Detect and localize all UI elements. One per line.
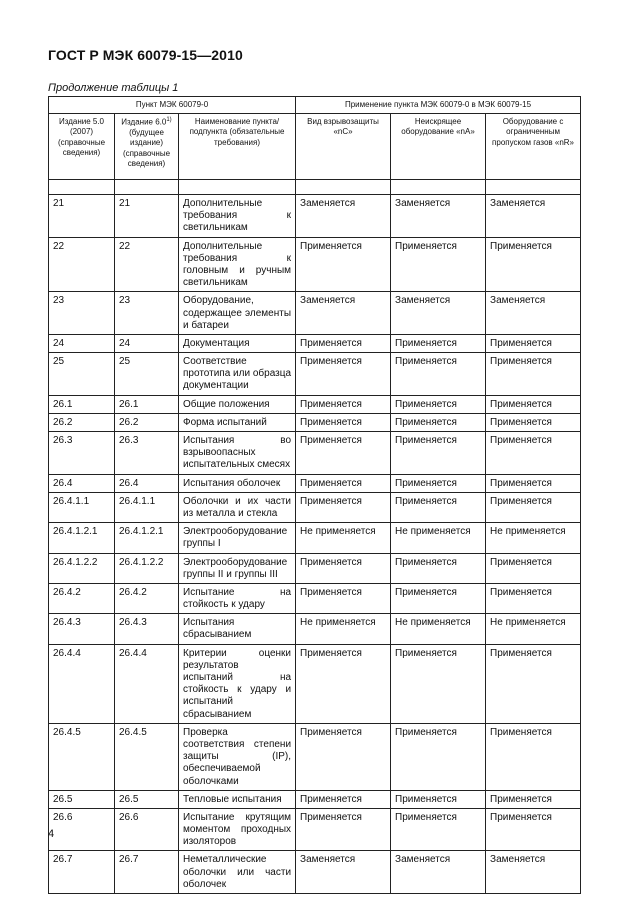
cell-clause-name: Общие положения [179,395,296,413]
cell-clause-name: Дополнительные требования к головным и ручным светильникам [179,237,296,292]
cell-clause-name: Тепловые испытания [179,790,296,808]
cell-nr: Применяется [486,553,581,583]
cell-edition-6: 26.6 [115,808,179,851]
spacer-cell [49,180,115,195]
cell-na: Заменяется [391,292,486,335]
header-clause-name: Наименование пункта/подпункта (обязательные требования) [179,114,296,180]
cell-na: Применяется [391,492,486,522]
cell-nr: Применяется [486,413,581,431]
cell-edition-5: 26.4.1.2.2 [49,553,115,583]
header-group-application: Применение пункта МЭК 60079-0 в МЭК 60079-15 [296,97,581,114]
cell-clause-name: Дополнительные требования к светильникам [179,195,296,238]
header-edition-5: Издание 5.0 (2007) (справочные сведения) [49,114,115,180]
cell-clause-name: Критерии оценки результатов испытаний на стойкость к удару и испытаний сбрасыванием [179,644,296,723]
cell-edition-5: 25 [49,353,115,396]
cell-clause-name: Испытание крутящим моментом проходных изоляторов [179,808,296,851]
cell-edition-5: 26.2 [49,413,115,431]
cell-edition-5: 26.5 [49,790,115,808]
cell-nr: Применяется [486,237,581,292]
cell-na: Применяется [391,644,486,723]
cell-edition-5: 22 [49,237,115,292]
spacer-cell [486,180,581,195]
cell-nc: Применяется [296,583,391,613]
cell-na: Заменяется [391,195,486,238]
cell-edition-5: 26.1 [49,395,115,413]
table-row [49,644,581,723]
cell-na: Применяется [391,723,486,790]
cell-nc: Применяется [296,413,391,431]
cell-edition-5: 26.4 [49,474,115,492]
cell-clause-name: Испытания сбрасыванием [179,614,296,644]
cell-edition-6: 26.4.2 [115,583,179,613]
cell-clause-name: Оборудование, содержащее элементы и батареи [179,292,296,335]
cell-nr: Не применяется [486,614,581,644]
cell-nc: Применяется [296,432,391,475]
cell-nr: Применяется [486,353,581,396]
cell-nr: Применяется [486,334,581,352]
cell-edition-5: 24 [49,334,115,352]
cell-edition-5: 26.4.1.1 [49,492,115,522]
cell-clause-name: Форма испытаний [179,413,296,431]
cell-na: Не применяется [391,523,486,553]
cell-edition-6: 23 [115,292,179,335]
cell-edition-6: 26.4.5 [115,723,179,790]
table-row [49,808,581,851]
cell-nc: Заменяется [296,195,391,238]
cell-nr: Применяется [486,432,581,475]
header-edition-6-label: Издание 6.0 [121,117,167,127]
cell-edition-6: 26.4.3 [115,614,179,644]
cell-nr: Заменяется [486,292,581,335]
table-row [49,292,581,335]
cell-edition-6: 21 [115,195,179,238]
table-body [49,180,581,894]
header-restricted-breathing-nr: Оборудование с ограниченным пропуском газов «nR» [486,114,581,180]
cell-nr: Применяется [486,644,581,723]
cell-edition-5: 26.4.4 [49,644,115,723]
cell-nr: Заменяется [486,851,581,894]
header-protection-nc: Вид взрывозащиты «nC» [296,114,391,180]
table-row [49,432,581,475]
document-title: ГОСТ Р МЭК 60079-15—2010 [48,47,243,63]
footnote-marker: 1) [166,117,172,123]
cell-na: Заменяется [391,851,486,894]
cell-nc: Применяется [296,395,391,413]
cell-edition-6: 26.4.1.1 [115,492,179,522]
cell-na: Применяется [391,432,486,475]
cell-clause-name: Испытания во взрывоопасных испытательных смесях [179,432,296,475]
cell-nc: Не применяется [296,614,391,644]
cell-nc: Применяется [296,808,391,851]
cell-nc: Применяется [296,334,391,352]
cell-edition-6: 26.1 [115,395,179,413]
cell-edition-5: 26.4.2 [49,583,115,613]
cell-clause-name: Проверка соответствия степени защиты (IP), обеспечиваемой оболочками [179,723,296,790]
spacer-cell [391,180,486,195]
clause-application-table [48,96,581,894]
table-spacer-row [49,180,581,195]
cell-nc: Применяется [296,644,391,723]
cell-na: Применяется [391,474,486,492]
table-row [49,353,581,396]
cell-na: Применяется [391,553,486,583]
cell-nc: Применяется [296,353,391,396]
cell-clause-name: Испытание на стойкость к удару [179,583,296,613]
cell-edition-6: 26.2 [115,413,179,431]
cell-clause-name: Электрооборудование группы II и группы III [179,553,296,583]
cell-nr: Применяется [486,790,581,808]
cell-nr: Заменяется [486,195,581,238]
cell-edition-6: 26.3 [115,432,179,475]
spacer-cell [179,180,296,195]
cell-nc: Применяется [296,790,391,808]
cell-nc: Применяется [296,237,391,292]
cell-nc: Не применяется [296,523,391,553]
header-edition-6 [115,114,179,180]
cell-clause-name: Испытания оболочек [179,474,296,492]
cell-edition-6: 24 [115,334,179,352]
cell-edition-5: 26.4.1.2.1 [49,523,115,553]
cell-clause-name: Оболочки и их части из металла и стекла [179,492,296,522]
table-row [49,492,581,522]
page-number: 4 [48,828,55,840]
table-continuation-caption: Продолжение таблицы 1 [48,82,179,94]
cell-edition-5: 26.3 [49,432,115,475]
cell-edition-6: 26.4.1.2.1 [115,523,179,553]
cell-na: Применяется [391,790,486,808]
header-group-iec-clause: Пункт МЭК 60079-0 [49,97,296,114]
cell-edition-5: 26.6 [49,808,115,851]
table-row [49,195,581,238]
cell-nc: Применяется [296,474,391,492]
cell-nr: Применяется [486,583,581,613]
cell-clause-name: Соответствие прототипа или образца документации [179,353,296,396]
cell-edition-6: 26.4.1.2.2 [115,553,179,583]
cell-nr: Применяется [486,492,581,522]
table-row [49,614,581,644]
cell-nr: Применяется [486,395,581,413]
cell-edition-6: 22 [115,237,179,292]
cell-na: Применяется [391,808,486,851]
cell-edition-5: 23 [49,292,115,335]
table-row [49,237,581,292]
cell-na: Применяется [391,413,486,431]
table-row [49,413,581,431]
header-columns-row [49,114,581,180]
cell-nr: Не применяется [486,523,581,553]
header-nonsparking-na: Неискрящее оборудование «nA» [391,114,486,180]
cell-clause-name: Электрооборудование группы I [179,523,296,553]
cell-edition-6: 26.5 [115,790,179,808]
spacer-cell [115,180,179,195]
cell-nc: Применяется [296,553,391,583]
table-row [49,395,581,413]
header-edition-6-note: (будущее издание) (справочные сведения) [122,128,171,169]
cell-edition-5: 26.7 [49,851,115,894]
cell-edition-6: 25 [115,353,179,396]
cell-nc: Заменяется [296,851,391,894]
table-row [49,583,581,613]
cell-nr: Применяется [486,474,581,492]
cell-clause-name: Документация [179,334,296,352]
cell-nr: Применяется [486,723,581,790]
table-row [49,790,581,808]
cell-na: Применяется [391,583,486,613]
table-row [49,474,581,492]
cell-nc: Заменяется [296,292,391,335]
cell-edition-5: 21 [49,195,115,238]
table-row [49,523,581,553]
cell-edition-5: 26.4.5 [49,723,115,790]
cell-nc: Применяется [296,723,391,790]
cell-nr: Применяется [486,808,581,851]
table-row [49,553,581,583]
spacer-cell [296,180,391,195]
cell-edition-6: 26.4.4 [115,644,179,723]
cell-clause-name: Неметаллические оболочки или части оболочек [179,851,296,894]
table-row [49,851,581,894]
cell-edition-6: 26.4 [115,474,179,492]
cell-nc: Применяется [296,492,391,522]
cell-na: Применяется [391,237,486,292]
header-group-row [49,97,581,114]
cell-na: Применяется [391,353,486,396]
cell-na: Применяется [391,395,486,413]
cell-edition-5: 26.4.3 [49,614,115,644]
table-row [49,723,581,790]
cell-na: Не применяется [391,614,486,644]
cell-edition-6: 26.7 [115,851,179,894]
cell-na: Применяется [391,334,486,352]
table-row [49,334,581,352]
